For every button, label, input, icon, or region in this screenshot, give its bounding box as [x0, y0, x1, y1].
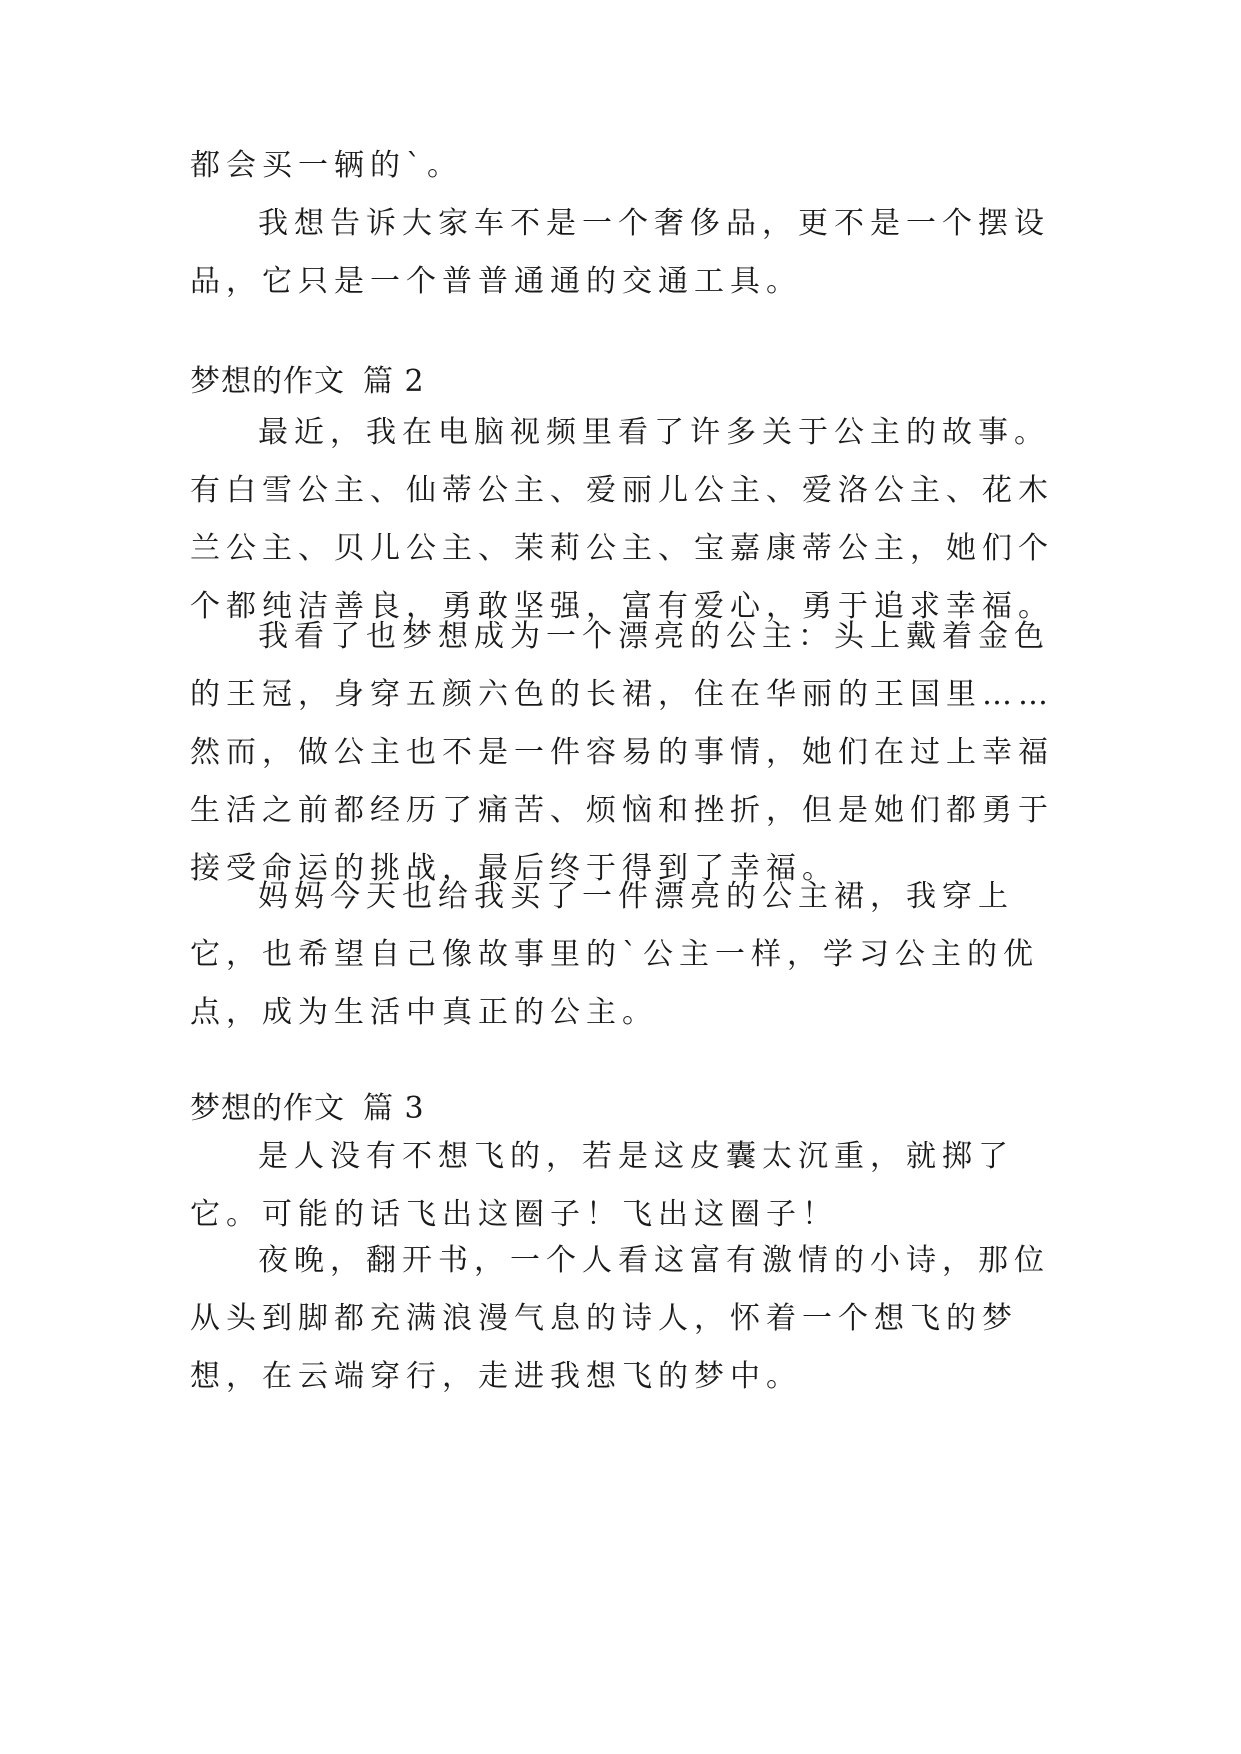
section-3-number: 篇 3 — [363, 1091, 425, 1126]
paragraph-continuation: 都会买一辆的`。 — [190, 148, 463, 183]
section-3-paragraph-2: 夜晚，翻开书，一个人看这富有激情的小诗，那位从头到脚都充满浪漫气息的诗人，怀着一个想飞的梦想，在云端穿行，走进我想飞的梦中。 — [190, 1243, 1050, 1394]
paragraph-car: 我想告诉大家车不是一个奢侈品，更不是一个摆设品，它只是一个普普通通的交通工具。 — [190, 206, 1050, 299]
section-2-paragraph-2: 我看了也梦想成为一个漂亮的公主：头上戴着金色的王冠，身穿五颜六色的长裙，住在华丽的王国里……然而，做公主也不是一件容易的事情，她们在过上幸福生活之前都经历了痛苦、烦恼和挫折，但是她们都勇于接受命运的挑战，最后终于得到了幸福。 — [190, 619, 1054, 886]
section-3-title: 梦想的作文 — [190, 1091, 345, 1126]
section-2-title: 梦想的作文 — [190, 364, 345, 399]
section-2-number: 篇 2 — [363, 364, 425, 399]
section-3-paragraph-1: 是人没有不想飞的，若是这皮囊太沉重，就掷了它。可能的话飞出这圈子！飞出这圈子！ — [190, 1139, 1014, 1232]
section-2-heading — [190, 353, 425, 411]
section-2-paragraph-3: 妈妈今天也给我买了一件漂亮的公主裙，我穿上它，也希望自己像故事里的`公主一样，学习公主的优点，成为生活中真正的公主。 — [190, 879, 1039, 1030]
section-2-paragraph-1: 最近，我在电脑视频里看了许多关于公主的故事。有白雪公主、仙蒂公主、爱丽儿公主、爱洛公主、花木兰公主、贝儿公主、茉莉公主、宝嘉康蒂公主，她们个个都纯洁善良，勇敢坚强，富有爱心，勇于追求幸福。 — [190, 415, 1054, 624]
